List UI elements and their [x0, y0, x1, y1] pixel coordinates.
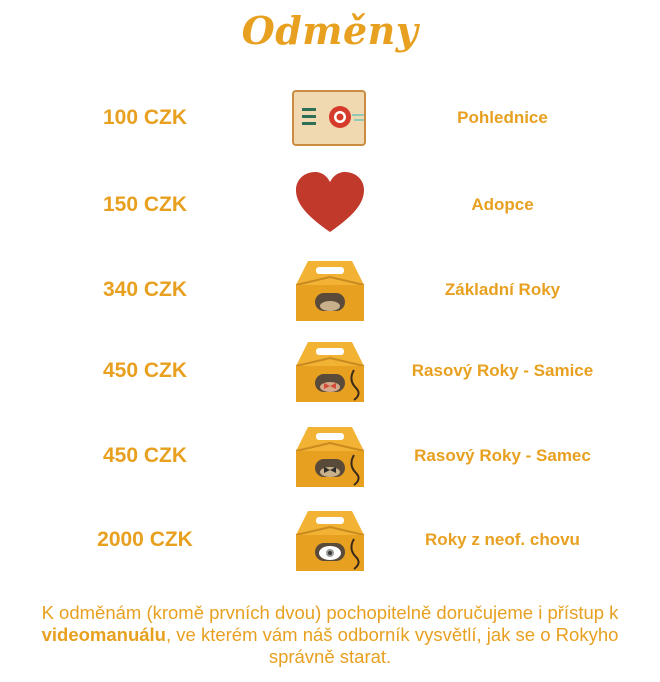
videomanual-highlight: videomanuálu: [41, 624, 166, 645]
reward-row-male: [0, 421, 660, 491]
footer-text-before: K odměnám (kromě prvních dvou) pochopitelně doručujeme i přístup k: [41, 602, 619, 623]
page-title: Odměny: [241, 8, 419, 53]
reward-label: Rasový Roky - Samec: [414, 446, 591, 465]
reward-label: Pohlednice: [457, 108, 548, 127]
footer-text-after: , ve kterém vám náš odborník vysvětlí, jak se o Rokyho správně starat.: [165, 624, 619, 667]
reward-price: 450 CZK: [102, 444, 188, 467]
footer-note: [40, 602, 620, 668]
box-icon: [290, 255, 370, 325]
reward-row-female: [0, 336, 660, 406]
reward-price: 2000 CZK: [97, 528, 193, 551]
reward-price: 450 CZK: [102, 359, 188, 382]
box-bowtie-icon: [290, 421, 370, 491]
reward-label: Rasový Roky - Samice: [411, 361, 594, 380]
reward-price: 340 CZK: [102, 278, 188, 301]
heart-icon: [290, 170, 370, 240]
reward-row-neof: [0, 505, 660, 575]
reward-label: Roky z neof. chovu: [425, 530, 580, 549]
box-eye-icon: [290, 505, 370, 575]
reward-price: 150 CZK: [102, 193, 188, 216]
postcard-icon: [290, 83, 370, 153]
reward-row-basic: [0, 255, 660, 325]
reward-label: Adopce: [471, 195, 534, 214]
reward-row-adoption: [0, 170, 660, 240]
reward-label: Základní Roky: [444, 280, 561, 299]
reward-price: 100 CZK: [102, 106, 188, 129]
box-ribbon-icon: [290, 336, 370, 406]
reward-row-postcard: [0, 83, 660, 153]
